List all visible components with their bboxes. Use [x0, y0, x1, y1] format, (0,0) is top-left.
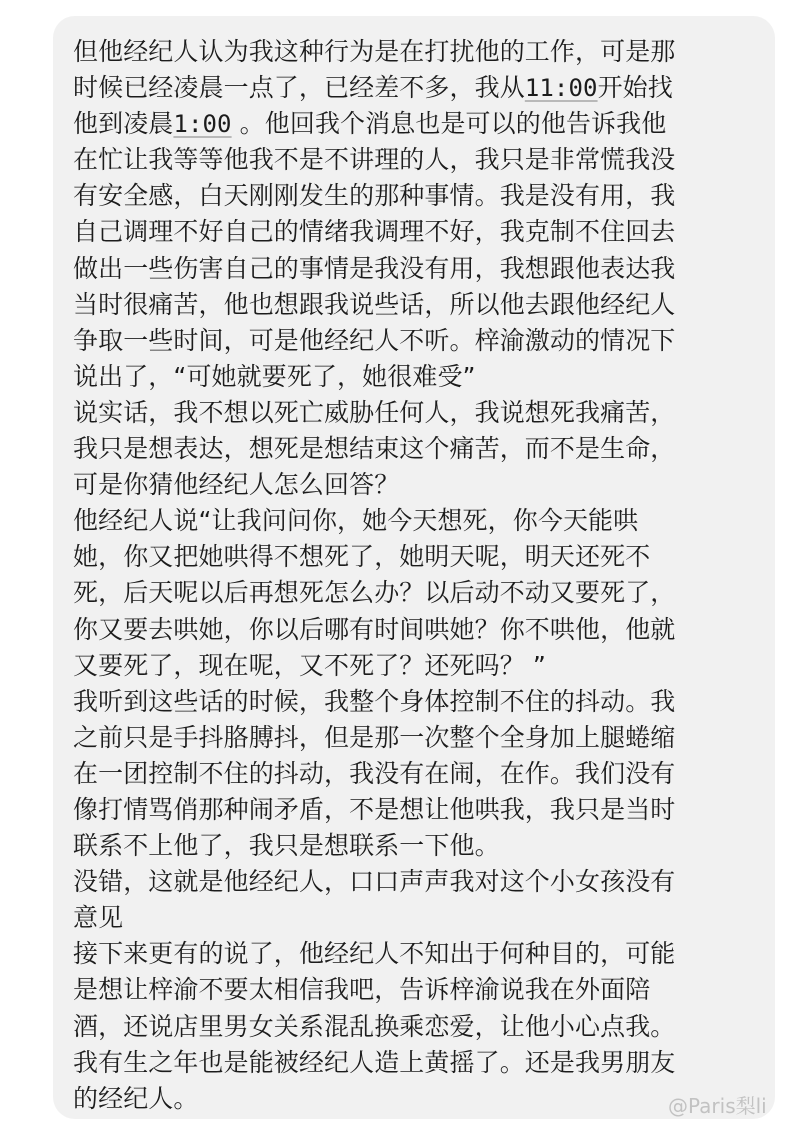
- note-line: 联系不上他了，我只是想联系一下他。: [73, 831, 500, 861]
- note-line: 像打情骂俏那种闹矛盾，不是想让他哄我，我只是当时: [73, 794, 676, 824]
- note-line: 我听到这些话的时候，我整个身体控制不住的抖动。我: [73, 686, 676, 716]
- note-line: 当时很痛苦，他也想跟我说些话，所以他去跟他经纪人: [73, 289, 676, 319]
- note-line: 我只是想表达，想死是想结束这个痛苦，而不是生命，: [73, 434, 676, 464]
- note-line: 之前只是手抖胳膊抖，但是那一次整个全身加上腿蜷缩: [73, 722, 676, 752]
- note-line: 说出了，“可她就要死了，她很难受”: [73, 361, 476, 391]
- note-line: 自己调理不好自己的情绪我调理不好，我克制不住回去: [73, 217, 676, 247]
- note-line: 接下来更有的说了，他经纪人不知出于何种目的，可能: [73, 939, 676, 969]
- note-line: 说实话，我不想以死亡威胁任何人，我说想死我痛苦，: [73, 397, 676, 427]
- note-line: 她，你又把她哄得不想死了，她明天呢，明天还死不: [73, 542, 651, 572]
- note-line: 在一团控制不住的抖动，我没有在闹，在作。我们没有: [73, 758, 676, 788]
- weibo-watermark: @Paris梨li: [668, 1094, 767, 1118]
- note-line: 没错，这就是他经纪人，口口声声我对这个小女孩没有: [73, 867, 676, 897]
- note-line: 你又要去哄她，你以后哪有时间哄她？你不哄他，他就: [73, 614, 676, 644]
- note-line: 他到凌晨1:00 。他回我个消息也是可以的他告诉我他: [73, 109, 667, 139]
- note-line: 的经纪人。: [73, 1083, 199, 1113]
- note-line: 又要死了，现在呢，又不死了？还死吗？ ”: [73, 650, 546, 680]
- note-line: 但他经纪人认为我这种行为是在打扰他的工作，可是那: [73, 37, 676, 66]
- note-line: 他经纪人说“让我问问你，她今天想死，你今天能哄: [73, 506, 639, 536]
- note-line: 时候已经凌晨一点了，已经差不多，我从11:00开始找: [73, 73, 673, 103]
- time-link[interactable]: 1:00: [173, 110, 232, 139]
- note-line: 争取一些时间，可是他经纪人不听。梓渝激动的情况下: [73, 325, 676, 355]
- note-line: 死，后天呢以后再想死怎么办？以后动不动又要死了，: [73, 578, 676, 608]
- note-line: 在忙让我等等他我不是不讲理的人，我只是非常慌我没: [73, 145, 676, 175]
- note-line: 是想让梓渝不要太相信我吧，告诉梓渝说我在外面陪: [73, 975, 651, 1005]
- time-link[interactable]: 11:00: [524, 74, 598, 103]
- note-line: 可是你猜他经纪人怎么回答？: [73, 470, 400, 500]
- note-line: 有安全感，白天刚刚发生的那种事情。我是没有用，我: [73, 181, 676, 211]
- note-line: 我有生之年也是能被经纪人造上黄摇了。还是我男朋友: [73, 1047, 676, 1077]
- note-card: [53, 16, 775, 1119]
- note-line: 酒，还说店里男女关系混乱换乘恋爱，让他小心点我。: [73, 1011, 676, 1041]
- note-line: 意见: [73, 903, 124, 933]
- note-line: 做出一些伤害自己的事情是我没有用，我想跟他表达我: [73, 253, 676, 283]
